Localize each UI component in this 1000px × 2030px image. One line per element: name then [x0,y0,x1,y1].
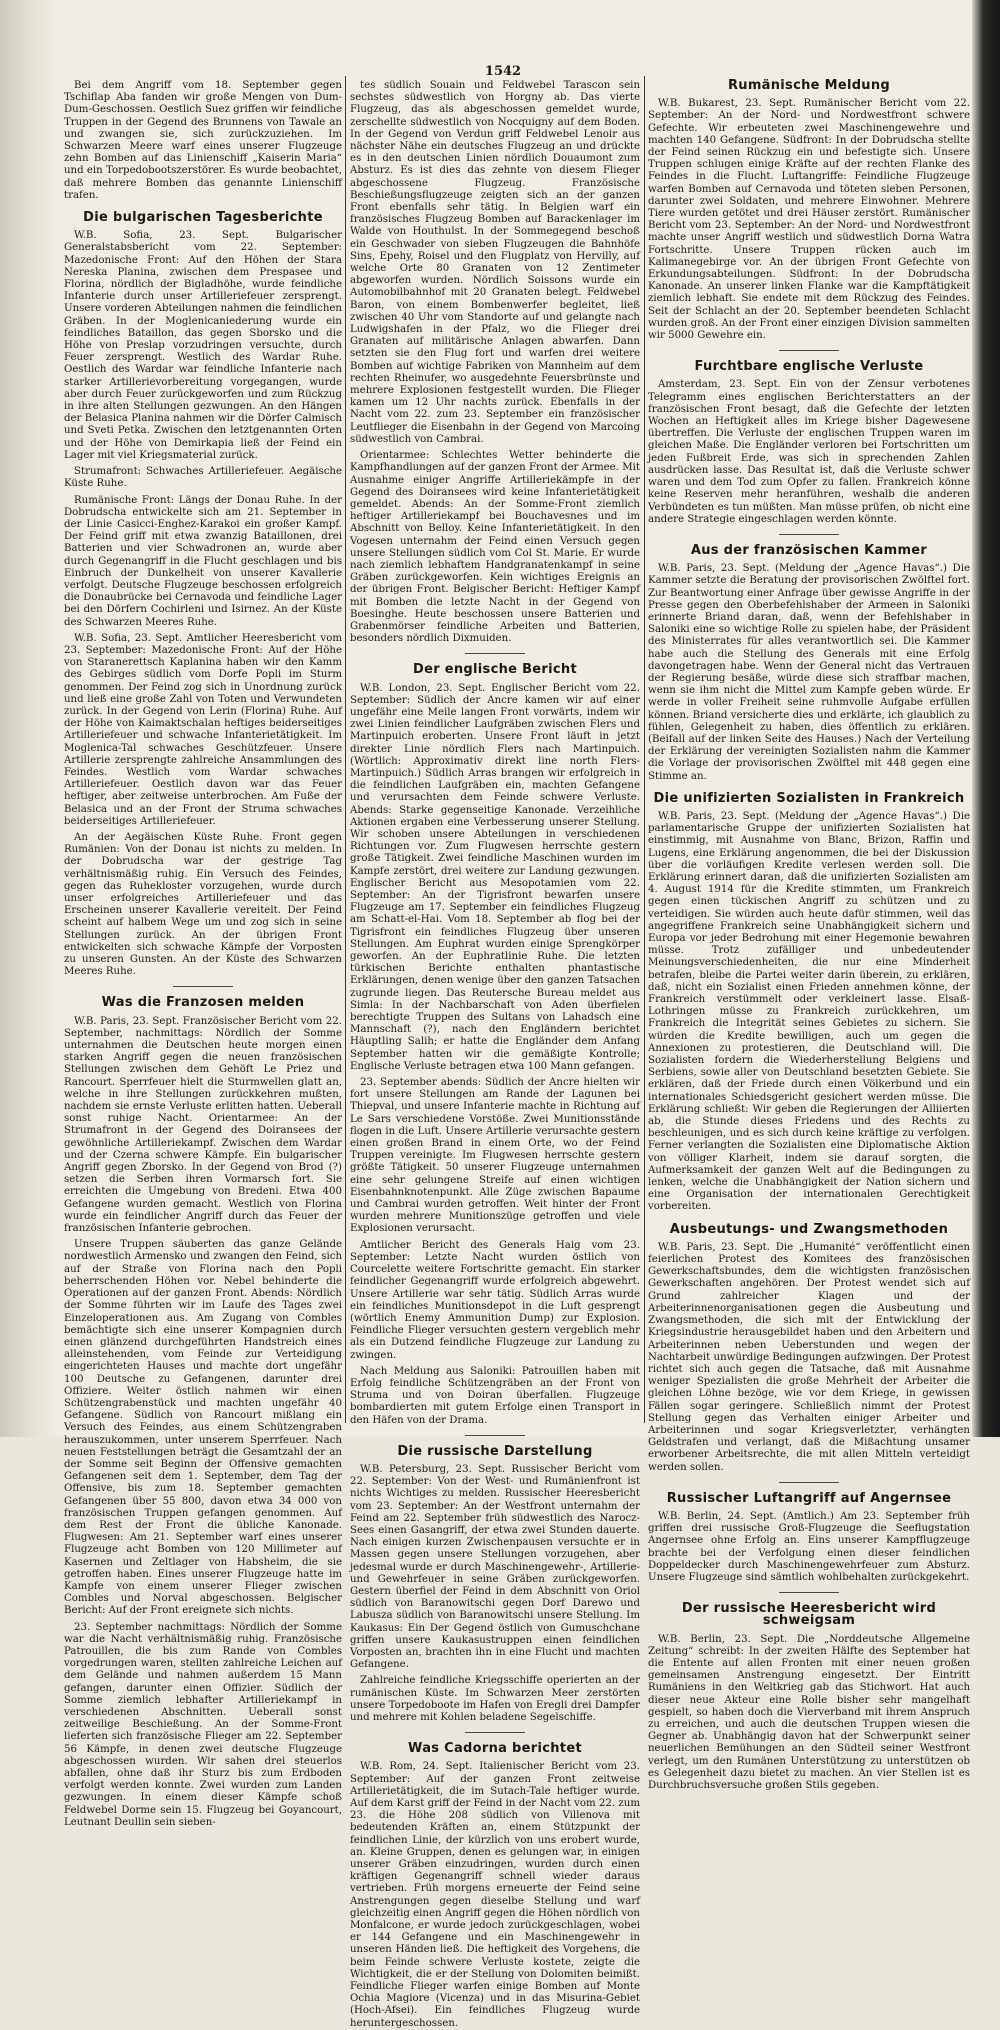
article-paragraph: 23. September nachmittags: Nördlich der Somme war die Nacht verhältnismäßig ruhig. Französische Patrouillen, die bis zum Rande von Combles vorgedrungen waren, stellten zahlreiche Leichen auf dem Gelände und nahmen außerdem 15 Mann gefangen, darunter einen Offizier. Südlich der Somme ziemlich lebhafter Artilleriekampf in verschiedenen Abschnitten. Ueberall sonst zeitweilige Beschießung. An der Somme-Front lieferten sich französische Flieger am 22. September 56 Kämpfe, in denen zwei deutsche Flugzeuge abgeschossen wurden. Wir sahen drei steuerlos abfallen, ohne daß ihr Sturz bis zum Erdboden verfolgt werden konnte. Zwei wurden zum Landen gezwungen. In einem dieser Kämpfe schoß Feldwebel Dorme sein 15. Flugzeug bei Goyancourt, Leutnant Deullin sein sieben- [64,1621,342,1828]
article-heading-cadorna: Was Cadorna berichtet [408,1741,582,1757]
section-divider [779,350,839,351]
article-paragraph: W.B. Rom, 24. Sept. Italienischer Bericht vom 23. September: Auf der ganzen Front zeitweise Artillerietätigkeit, die im Sutach-Tale heftiger wurde. Auf dem Karst griff der Feind in der Nacht vom 22. zum 23. die Höhe 208 südlich von Villenova mit bedeutenden Kräften an, einem Stützpunkt der feindlichen Linie, der kürzlich von uns erobert wurde, an. Kleine Gruppen, denen es gelungen war, in einigen unserer Gräben einzudringen, wurden durch einen kräftigen Gegenangriff schnell wieder daraus vertrieben. Früh morgens erneuerte der Feind seine Anstrengungen gegen dieselbe Stellung und warf gleichzeitig einen Angriff gegen die Höhen nördlich von Monfalcone, er wurde jedoch zurückgeschlagen, wobei er 144 Gefangene und ein Maschinengewehr in unseren Händen ließ. Die heftigkeit des Vorgehens, die beim Feinde schwere Verluste kostete, zeigte die Wichtigkeit, die er der Stellung von Dolomiten beimißt. Feindliche Flieger warfen einige Bomben auf Monte Ochia Magiore (Vicenza) und in das Misurina-Gebiet (Hoch-Afsei). Ein feindliches Flugzeug wurde heruntergeschossen. [350,1761,640,2029]
article-heading-english: Der englische Bericht [413,662,577,678]
article-paragraph: W.B. Paris, 23. Sept. (Meldung der „Agence Havas“.) Die Kammer setzte die Beratung der provisorischen Zwölftel fort. Zur Beantwortung einer Anfrage über gewisse Angriffe in der Presse gegen den Oberbefehlshaber der Armeen in Saloniki erinnerte Briand daran, daß, wenn der Befehlshaber in Saloniki eine so wichtige Rolle zu spielen habe, der Präsident des Ministerrates für alles verantwortlich sei. Die Kammer habe auch die Stellung des Generals mit eine Erfolg davongetragen habe. Wenn der General nicht das Vertrauen der Regierung besäße, würde diese sich straffbar machen, wenn sie ihm nicht die Mittel zum Kampfe geben würde. Er werde in voller Freiheit seine ruhmvolle Aufgabe erfüllen können. Briand versicherte dies und erklärte, ich glaublich zu fühlen, Gelegenheit zu haben, dies öffentlich zu erklären. (Beifall auf der linken Seite des Hauses.) Nach der Verteilung der Erklärung der vereinigten Sozialisten nahm die Kammer die Vorlage der provisorischen Zwölftel mit 448 gegen eine Stimme an. [648,563,970,782]
page-number: 1542 [484,64,522,79]
column-rule [345,76,346,1423]
article-heading-socialists: Die unifizierten Sozialisten in Frankreich [653,790,965,806]
article-heading-russian: Die russische Darstellung [397,1443,593,1459]
article-paragraph: Amsterdam, 23. Sept. Ein von der Zensur verbotenes Telegramm eines englischen Berichterstatters an der französischen Front besagt, daß die Gefechte der letzten Wochen an Heftigkeit alles im Kriege bisher Dagewesene übertreffen. Die Verluste der englischen Truppen waren im gleichen Maße. Die Engländer verloren bei Fortschritten um jeden Fußbreit Erde, was sich in sprechenden Zahlen ausdrücken lasse. Das Resultat ist, daß die Verluste schwer waren und dem Tod zum Opfer zu fallen. Frankreich könne keine Reserven mehr heranführen, weshalb die anderen Verbündeten es tun müßten. Man müsse prüfen, ob nicht eine andere Strategie eingeschlagen werden könnte. [648,379,970,525]
article-heading-exploitation: Ausbeutungs- und Zwangsmethoden [669,1221,949,1237]
article-paragraph: W.B. Paris, 23. Sept. Die „Humanité“ veröffentlicht einen feierlichen Protest des Komitees des französischen Gewerkschaftsbundes, dem die wichtigsten französischen Gewerkschaften angehören. Der Protest wendet sich auf Grund zahlreicher Klagen und der Arbeiterinnenorganisationen gegen die Ausbeutung und Zwangsmethoden, die sich mit der Entwicklung der Kriegsindustrie herausgebildet haben und den Arbeitern und Arbeiterinnen neben Ueberstunden und wegen der Nachtarbeit unwürdige Bedingungen aufzwingen. Der Protest richtet sich auch gegen die Tatsache, daß mit Ausnahme weniger Spezialisten die große Mehrheit der Arbeiter die gleichen Löhne bezöge, wie vor dem Kriege, in gewissen Fällen sogar geringere. Schließlich nimmt der Protest Stellung gegen das Verhalten einiger Arbeiter und Arbeiterinnen und sogar Kriegsverletzter, verhängten Geldstrafen und verlangt, daß die Mißachtung unsamer erworbener Arbeitsrechte, die mit allen Mitteln verteidigt werden sollen. [648,1241,970,1473]
article-paragraph: W.B. Paris, 23. Sept. (Meldung der „Agence Havas“.) Die parlamentarische Gruppe der unifizierten Sozialisten hat einstimmig, mit Ausnahme von Blanc, Brizon, Raffin und Lugens, eine Erklärung angenommen, die bei der Diskussion über die vorläufigen Kredite verlesen werden soll. Die Erklärung erinnert daran, daß die unifizierten Sozialisten am 4. August 1914 für die Kredite stimmten, um Frankreich gegen einen tückischen Angriff zu schützen und zu verteidigen. Sie würden auch heute dafür stimmen, weil das angegriffene Frankreich seine Unabhängigkeit sichern und Europa vor jeder Bedrohung mit einer Hegemonie bewahren müsse. Trotz zufälliger und unbedeutender Meinungsverschiedenheiten, die nur eine Minderheit betrafen, bleibe die Partei weiter darin überein, zu erklären, daß, nicht ein Sozialist einen Frieden annehmen könne, der Frankreich verstümmelt oder verkleinert lasse. Elsaß-Lothringen müsse zu Frankreich zurückkehren, um Frankreich die Integrität seines Gebietes zu sichern. Sie würden die Kredite bewilligen, auch um gegen die Annexionen zu protestieren, die Deutschland will. Die Sozialisten fordern die Wiederherstellung Belgiens und Serbiens, sowie aller von Deutschland besetzten Gebiete. Sie erklären, daß der Friede durch einen Völkerbund und ein internationales Schiedsgericht gesichert werden müsse. Die Erklärung schließt: Wir geben die Regierungen der Alliierten ab, die Stunde dieses Friedens und des Rechts zu beschleunigen, und es sich durch keine kräftige zu verfolgen. Ferner verlangten die Sozialisten eine Diplomatische Aktion von völliger Klarheit, indem sie darauf sorgten, die Aufmerksamkeit der ganzen Welt auf die Bedingungen zu lenken, welche die Unabhängigkeit der Nation sichern und eine Organisation der internationalen Gerechtigkeit vorbereiten. [648,810,970,1213]
article-paragraph: Strumafront: Schwaches Artilleriefeuer. Aegäische Küste Ruhe. [64,466,342,490]
section-divider [779,1592,839,1593]
article-paragraph: An der Aegäischen Küste Ruhe. Front gegen Rumänien: Von der Donau ist nichts zu melden. In der Dobrudscha war der gestrige Tag verhältnismäßig ruhig. Ein Versuch des Feindes, gegen das Ruhekloster vorzugehen, wurde durch unser erfolgreiches Artilleriefeuer und das Erscheinen unserer Kavallerie vereitelt. Der Feind scheint auf halbem Wege um und zog sich in seine Stellungen zurück. An der übrigen Front entwickelten sich schwache Kämpfe der Vorposten zu unseren Gunsten. An der Küste des Schwarzen Meeres Ruhe. [64,831,342,978]
section-divider [465,653,525,654]
article-paragraph: W.B. London, 23. Sept. Englischer Bericht vom 22. September: Südlich der Ancre kamen wir auf einer ungefähr eine Meile langen Front vorwärts, indem wir zwei Linien feindlicher Laufgräben zwischen Flers und Martinpuich eroberten. Unsere Front läuft in jetzt direkter Linie nördlich Flers nach Martinpuich. (Wörtlich: Approximativ direkt line north Flers-Martinpuich.) Südlich Arras brangen wir erfolgreich in die feindlichen Laufgräben ein, machten Gefangene und verursachten dem Feinde schwere Verluste. Abends: Starke gegenseitige Kanonade. Verzeihliche Aktionen ergaben eine Verbesserung unserer Stellung. Wir schoben unsere Abteilungen in verschiedenen Richtungen vor. Zum Flugwesen herrschte gestern große Tätigkeit. Zwei feindliche Maschinen wurden im Kampfe zerstört, drei weitere zur Landung gezwungen. Englischer Bericht aus Mesopotamien vom 22. September: An der Tigrisfront bewarfen unsere Flugzeuge am 17. September ein feindliches Flugzeug am Schatt-el-Hai. Vom 18. September ab flog bei der Tigrisfront ein feindliches Flugzeug über unseren Stellungen. Am Euphrat wurden einige Sprengkörper geworfen. An der Euphratlinie Ruhe. Die letzten türkischen Berichte enthalten phantastische Erklärungen, denen wenige über den ganzen Tatsachen zugrunde liegen. Das Reutersche Bureau meldet aus Simla: In der Nachbarschaft von Aden überfielen berechtigte Truppen des Sultans von Lahadsch eine Mannschaft (?), nach den Engländern berichtet Häuptling Salih; er hatte die Engländer dem Anfang September hatten wir die gemäßigte Kontrolle; Englische Verluste betragen etwa 100 Mann gefangen. [350,682,640,1072]
article-paragraph: W.B. Berlin, 24. Sept. (Amtlich.) Am 23. September früh griffen drei russische Groß-Flugzeuge die Seeflugstation Angernsee ohne Erfolg an. Eins unserer Kampfflugzeuge brachte bei der Verfolgung einen dieser feindlichen Doppeldecker durch Maschinengewehrfeuer zum Absturz. Unsere Flugzeuge sind sämtlich wohlbehalten zurückgekehrt. [648,1510,970,1583]
column-rule [644,76,645,1423]
article-paragraph: tes südlich Souain und Feldwebel Tarascon sein sechstes südwestlich von Horgny ab. Das vierte Flugzeug, das als abgeschossen gemeldet wurde, zerschellte südwestlich von Nocquigny auf dem Boden. In der Gegend von Verdun griff Feldwebel Lenoir aus nächster Nähe ein deutsches Flugzeug an und drückte es in den deutschen Linien nördlich Douaumont zum Absturz. Es ist dies das zehnte von diesem Flieger abgeschossene Flugzeug. Französische Beschießungsflugzeuge zeigten sich an der ganzen Front ebenfalls sehr tätig. In Belgien warf ein französisches Flugzeug Bomben auf Barackenlager im Walde von Houthulst. In der Sommegegend beschoß ein Geschwader von sieben Flugzeugen die Bahnhöfe Sins, Epehy, Roisel und den Flugplatz von Hervilly, auf welche Orte 80 Granaten von 12 Zentimeter abgeworfen wurden. Nördlich Soissons wurde ein Automobilbahnhof mit 20 Granaten belegt. Feldwebel Baron, von einem Bombenwerfer begleitet, ließ zwischen 40 Uhr vom Standorte auf und gelangte nach Ludwigshafen in der Pfalz, wo die Flieger drei Granaten auf militärische Anlagen abwarfen. Dann setzten sie den Flug fort und warfen drei weitere Bomben auf wichtige Fabriken von Mannheim auf dem rechten Rheinufer, wo ausgedehnte Feuersbrünste und mehrere Explosionen festgestellt wurden. Die Flieger kamen um 12 Uhr nachts zurück. Ebenfalls in der Nacht vom 22. zum 23. September ein französischer Leutflieger die Eisenbahn in der Gegend von Marcoing südwestlich von Cambrai. [350,80,640,445]
article-heading-airraid: Russischer Luftangriff auf Angernsee [666,1490,952,1506]
article-paragraph: Amtlicher Bericht des Generals Haig vom 23. September: Letzte Nacht wurden östlich von Courcelette weitere Fortschritte gemacht. Ein starker feindlicher Gegenangriff wurde erfolgreich abgewehrt. Unsere Artillerie war sehr tätig. Südlich Arras wurde ein feindliches Munitionsdepot in die Luft gesprengt (wörtlich Enemy Ammunition Dump) zur Explosion. Feindliche Flieger versuchten gestern vergeblich mehr als ein Dutzend feindliche Flugzeuge zur Landung zu zwingen. [350,1239,640,1361]
article-heading-romanian: Rumänische Meldung [727,78,891,93]
section-divider [465,1435,525,1436]
article-paragraph: W.B. Paris, 23. Sept. Französischer Bericht vom 22. September, nachmittags: Nördlich der Somme unternahmen die Deutschen heute morgen einen starken Angriff gegen die neuen französischen Stellungen zwischen dem Gehöft Le Priez und Rancourt. Sperrfeuer hielt die Sturmwellen glatt an, welche in ihre Stellungen zurückkehren mußten, nachdem sie ernste Verluste erlitten hatten. Ueberall sonst ruhige Nacht. Orientarmee: An der Strumafront in der Gegend des Doiransees der gewöhnliche Artilleriekampf. Zwischen dem Wardar und der Czerna schwere Kämpfe. Ein bulgarischer Angriff gegen Zborsko. In der Gegend von Brod (?) setzen die Serben ihren Vormarsch fort. Sie erreichten die Umgebung von Bredeni. Etwa 400 Gefangene wurden gemacht. Westlich von Florina wurde ein feindlicher Angriff durch das Feuer der französischen Infanterie gebrochen. [64,1015,342,1235]
article-paragraph: Zahlreiche feindliche Kriegsschiffe operierten an der rumänischen Küste. Im Schwarzen Meer zerstörten unsere Torpedoboote im Hafen von Eregli drei Dampfer und mehrere mit Kohlen beladene Segelschiffe. [350,1675,640,1723]
section-divider [779,1482,839,1483]
article-paragraph: W.B. Bukarest, 23. Sept. Rumänischer Bericht vom 22. September: An der Nord- und Nordwestfront schwere Gefechte. Wir erbeuteten zwei Maschinengewehre und machten 140 Gefangene. Südfront: In der Dobrudscha stellte der Feind seinen Rückzug ein und befestigte sich. Unsere Truppen schlugen einige Kräfte auf der rechten Flanke des Feindes in die Flucht. Luftangriffe: Feindliche Flugzeuge warfen Bomben auf Cernavoda und töteten sieben Personen, darunter zwei Soldaten, und mehrere Einwohner. Mehrere Tiere wurden getötet und drei Häuser zerstört. Rumänischer Bericht vom 23. September: An der Nord- und Nordwestfront machte unser Angriff westlich und südwestlich Dorna Watra Fortschritte. Unsere Truppen rücken auch im Kalimanegebirge vor. An der übrigen Front Gefechte von Erkundungsabteilungen. Südfront: In der Dobrudscha Kanonade. An unserer linken Flanke war die Kampftätigkeit ziemlich lebhaft. Sie endete mit dem Rückzug des Feindes. Seit der Schlacht an der 20. September beendeten Schlacht wurden groß. An der Front einer einzigen Division sammelten wir 5000 Gewehre ein. [648,98,970,342]
article-paragraph: 23. September abends: Südlich der Ancre hielten wir fort unsere Stellungen am Rande der Lagunen bei Thiepval, und unsere Infanterie machte in Richtung auf Le Sars verschiedene Vorstöße. Zwei Munitionsstände flogen in die Luft. Unsere Artillerie verursachte gestern einen großen Brand in einem Orte, wo der Feind Truppen vereinigte. Im Flugwesen herrschte gestern größte Tätigkeit. 50 unserer Flugzeuge unternahmen eine sehr gelungene Streife auf einen wichtigen Eisenbahnknotenpunkt. Alle Züge zwischen Bapaume und Cambrai wurden getroffen. Weit hinter der Front wurden mehrere Munitionszüge getroffen und viele Explosionen verursacht. [350,1077,640,1235]
section-divider [465,1732,525,1733]
article-heading-losses: Furchtbare englische Verluste [694,359,924,375]
article-paragraph: Orientarmee: Schlechtes Wetter behinderte die Kampfhandlungen auf der ganzen Front der Armee. Mit Ausnahme einiger Angriffe Artilleriekämpfe in der Gegend des Doiransees wird keine Infanterietätigkeit gemeldet. Abends: An der Somme-Front ziemlich heftiger Artilleriekampf bei Bouchavesnes und im Abschnitt von Belloy. Keine Infanterietätigkeit. In den Vogesen unternahm der Feind einen Versuch gegen unsere Stellungen südlich vom Col St. Marie. Er wurde nach ziemlich lebhaftem Handgranatenkampf in seine Gräben zurückgeworfen. Kein wichtiges Ereignis an der übrigen Front. Belgischer Bericht: Heftiger Kampf mit Bomben die letzte Nacht in der Gegend von Boesinghe. Heute beschossen unsere Batterien und Grabenmörser feindliche Arbeiten und Batterien, besonders nördlich Dixmuiden. [350,450,640,645]
article-paragraph: W.B. Sofia, 23. Sept. Bulgarischer Generalstabsbericht vom 22. September: Mazedonische Front: Auf den Höhen der Stara Nereska Planina, zwischen dem Prespasee und Florina, nördlich der Bigladhöhe, wurde feindliche Infanterie durch unser Artilleriefeuer zersprengt. Unsere vorderen Abteilungen nahmen die feindlichen Gräben. In der Moglenicaniederung wurde ein feindliches Bataillon, das gegen Sborsko und die Höhe von Preslap vorzudringen versuchte, durch Feuer zersprengt. Westlich des Wardar Ruhe. Oestlich des Wardar war feindliche Infanterie nach starker Artillerievorbereitung vorgegangen, wurde aber durch Feuer zurückgeworfen und zum Rückzug in ihre alten Stellungen gezwungen. An den Hängen der Belasica Planina nahmen wir die Dörfer Calmisch und Sveti Petka. Zwischen den letztgenannten Orten und der Höhe von Demirkapia ließ der Feind ein Lager mit viel Kriegsmaterial zurück. [64,230,342,461]
article-paragraph: W.B. Petersburg, 23. Sept. Russischer Bericht vom 22. September: Von der West- und Rumänienfront ist nichts Wichtiges zu melden. Russischer Heeresbericht vom 23. September: An der Westfront unternahm der Feind am 22. September früh südwestlich des Narocz-Sees einen Gasangriff, der etwa zwei Stunden dauerte. Nach einigen kurzen Zwischenpausen versuchte er in Massen gegen unsere Stellungen vorzugehen, aber jedesmal wurde er durch Maschinengewehr-, Artillerie- und Gewehrfeuer in seine Gräben zurückgeworfen. Gestern überfiel der Feind in dem Abschnitt von Oriol südlich von Baranowitschi gegen Dorf Darewo und Labusza südlich von Baranowitschi unsere Stellung. Im Kaukasus: Ein Der Gegend östlich von Gumuschchane griffen unsere Kaukasustruppen einen feindlichen Vorposten an, brachten ihn in eine Flucht und machten Gefangene. [350,1463,640,1671]
article-heading-army: Der russische Heeresbericht wird schweigsam [681,1601,937,1629]
page-left-edge [0,0,58,1437]
right-column [648,78,970,1791]
article-paragraph: Rumänische Front: Längs der Donau Ruhe. In der Dobrudscha entwickelte sich am 21. September in der Linie Casicci-Enghez-Karakoi ein großer Kampf. Der Feind griff mit etwa zwanzig Bataillonen, drei Batterien und vier Schwadronen an, wurde aber durch Gegenangriff in die Flucht geschlagen und bis Einbruch der Dunkelheit von unserer Kavallerie verfolgt. Deutsche Flugzeuge beschossen erfolgreich die Donaubrücke bei Cernavoda und feindliche Lager bei den Dörfern Cochirleni und Isirnez. An der Küste des Schwarzen Meeres Ruhe. [64,494,342,628]
section-divider [173,986,233,987]
article-paragraph: Unsere Truppen säuberten das ganze Gelände nordwestlich Armensko und zwangen den Feind, sich auf der Straße von Florina nach den Popli beherrschenden Höhen vor. Nebel behinderte die Operationen auf der ganzen Front. Abends: Nördlich der Somme führten wir im Laufe des Tages zwei Einzeloperationen aus. Am Zugang von Combles bemächtigte sich eine unserer Kompagnien durch einen glänzend durchgeführten Handstreich eines alleinstehenden, vom Feinde zur Verteidigung eingerichteten Hauses und machte dort ungefähr 100 Deutsche zu Gefangenen, darunter drei Offiziere. Weiter östlich nahmen wir einen Schützengrabenstück und machten ungefähr 40 Gefangene. Südlich von Rancourt mißlang ein Versuch des Feindes, aus einem Schützengraben herauszukommen, unter unserem Sperrfeuer. Nach neuen Feststellungen beträgt die Gesamtzahl der an der Somme seit Beginn der Offensive gemachten Gefangenen seit dem 1. September, dem Tag der Offensive, bis zum 18. September gemachten Gefangenen über 55 800, davon etwa 34 000 von französischen Truppen gefangen genommen. Auf dem Rest der Front die übliche Kanonade. Flugwesen: Am 21. September warf eines unserer Flugzeuge acht Bomben von 120 Millimeter auf Kasernen und Zeltlager von Habsheim, die sie getroffen haben. Eines unserer Flugzeuge hatte im Kampfe von einem unserer Flieger zwischen Combles und Norval abgeschossen. Belgischer Bericht: Auf der Front ereignete sich nichts. [64,1239,342,1617]
article-heading-chamber: Aus der französischen Kammer [690,542,928,558]
page-right-edge [972,0,1000,1437]
article-heading-french: Was die Franzosen melden [101,995,305,1011]
intro-paragraph: Bei dem Angriff vom 18. September gegen Tschiflap Aba fanden wir große Mengen von Dum-Dum-Geschossen. Oestlich Suez griffen wir feindliche Truppen in der Gegend des Brunnens von Tawale an und zwangen sie, sich zurückzuziehen. Im Schwarzen Meere warf eines unserer Flugzeuge zehn Bomben auf das Linienschiff „Kaiserin Maria“ und ein Torpedobootszerstörer. Es wurde beobachtet, daß mehrere Bomben das genannte Linienschiff trafen. [64,80,342,201]
article-paragraph: Nach Meldung aus Saloniki: Patrouillen haben mit Erfolg feindliche Schützengräben an der Front von Struma und von Doiran überfallen. Flugzeuge bombardierten mit gutem Erfolge einen Transport in den Häfen von der Drama. [350,1365,640,1426]
middle-column [350,80,640,2029]
article-paragraph: W.B. Sofia, 23. Sept. Amtlicher Heeresbericht vom 23. September: Mazedonische Front: Auf der Höhe von Staranerettsch Kaplanina haben wir den Kamm des Gebirges südlich vom Dorfe Popli im Sturm genommen. Der Feind zog sich in Unordnung zurück und ließ eine große Zahl von Toten und Verwundeten zurück. In der Gegend von Lerin (Florina) Ruhe. Auf der Höhe von Kaimaktschalan heftiges beiderseitiges Artilleriefeuer und schwache Infanterietätigkeit. Im Moglenica-Tal schwaches Geschützfeuer. Unsere Artillerie zersprengte zahlreiche Ansammlungen des Feindes. Westlich vom Wardar schwaches Artilleriefeuer. Oestlich davon war das Feuer heftiger, aber zeitweise unterbrochen. Am Fuße der Belasica und an der Front der Struma schwaches beiderseitiges Artilleriefeuer. [64,632,342,827]
section-divider [779,534,839,535]
article-heading-bulgarian: Die bulgarischen Tagesberichte [83,210,323,226]
left-column [64,80,342,1828]
article-paragraph: W.B. Berlin, 23. Sept. Die „Norddeutsche Allgemeine Zeitung“ schreibt: In der zweiten Hälfte des September hat die Entente auf allen Fronten mit einer neuen großen gemeinsamen Anstrengung eingesetzt. Der Eintritt Rumäniens in den Weltkrieg gab das Stichwort. Hat auch dieser neue Akteur eine Rolle bisher sehr mangelhaft gespielt, so haben doch die Vierverband mit ihrem Anspruch zu erreichen, und auch die deutschen Truppen wiesen die Gegner ab. Unabhängig davon hat der Schwerpunkt seiner neuerlichen Bemühungen an den Südteil seiner Westfront verlegt, um den Rumänen Unterstützung zu unterstützen ob es Gelegenheit dazu bietet zu machen. An vier Stellen ist es Durchbruchsversuche großen Stils gegeben. [648,1633,970,1791]
